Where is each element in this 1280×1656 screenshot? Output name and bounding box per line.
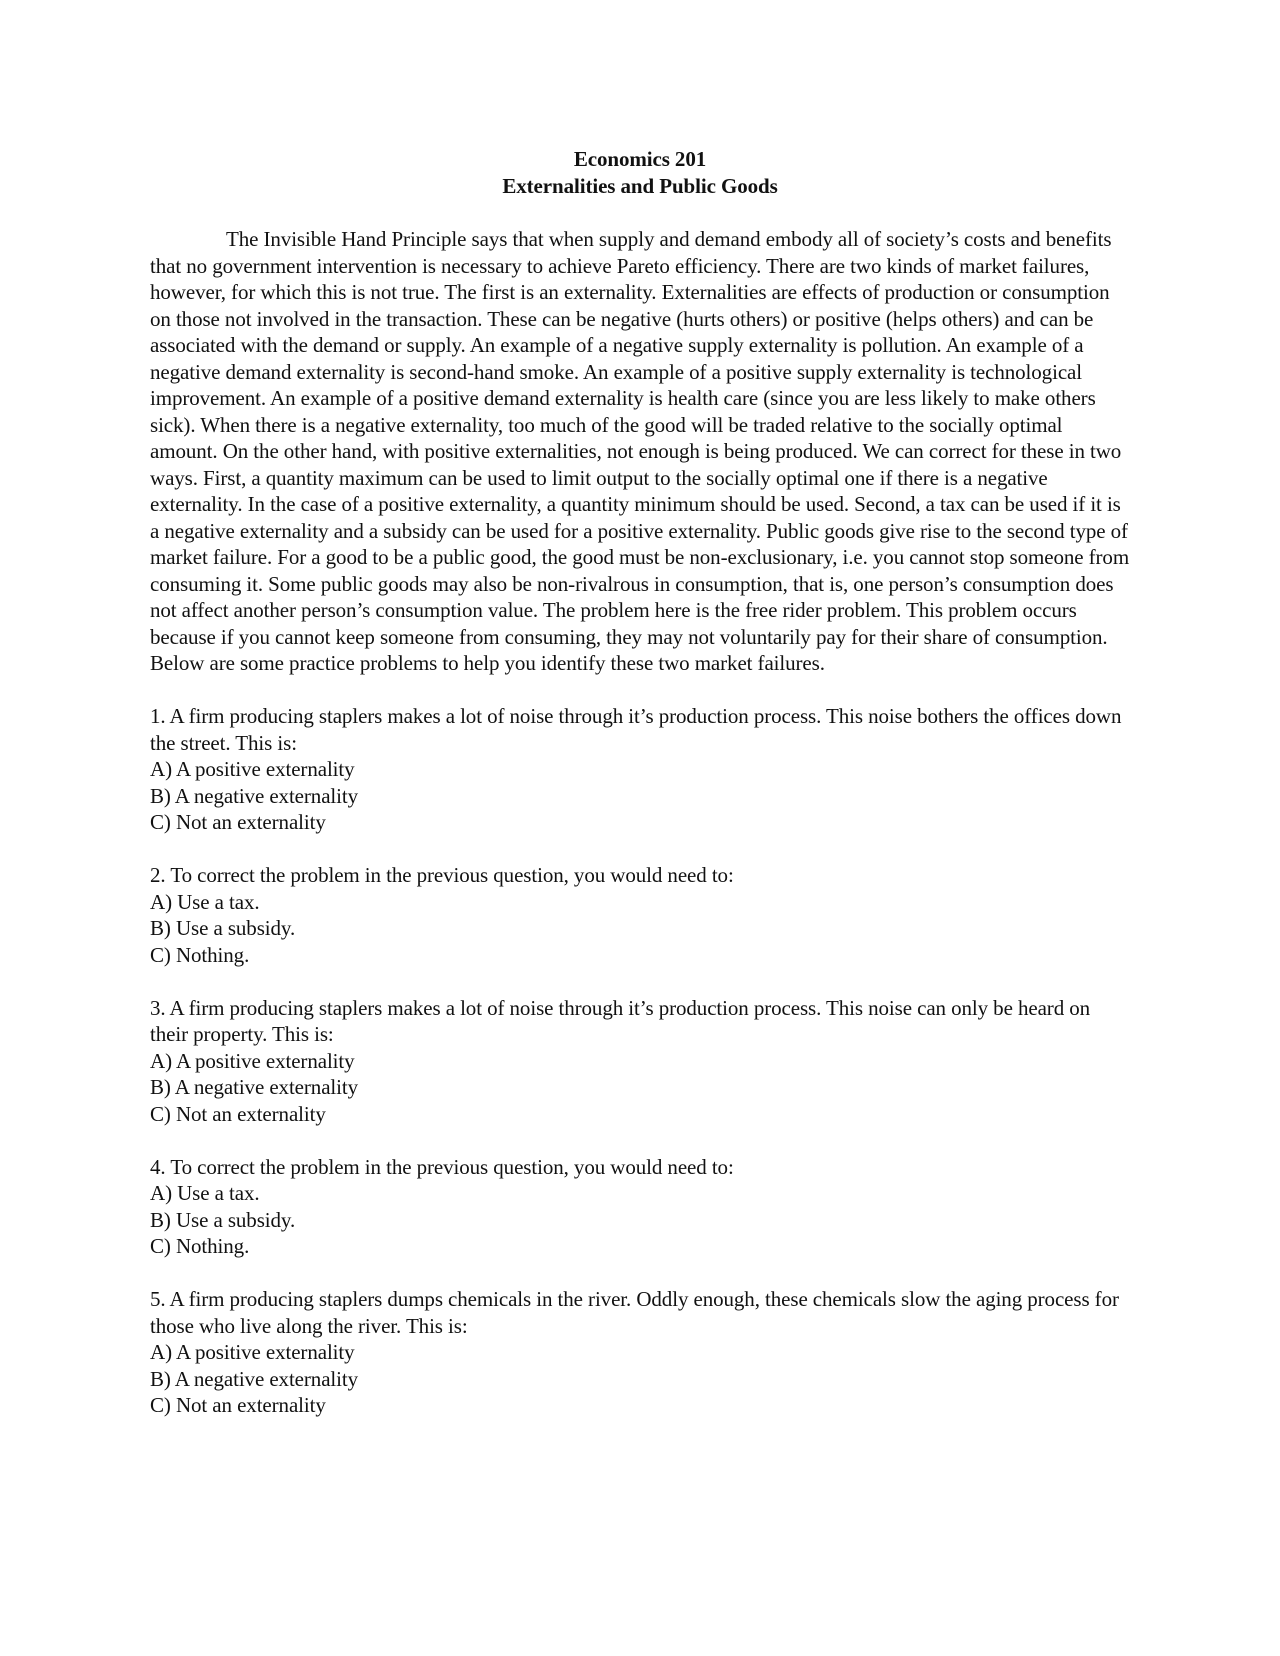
answer-options [150, 756, 1130, 836]
option-a: A) A positive externality [150, 1048, 355, 1073]
option-c: C) Not an externality [150, 1101, 326, 1126]
question-stem: 1. A firm producing staplers makes a lot of noise through it’s production process. This noise bothers the offices down the street. This is: [150, 704, 1122, 755]
intro-followup: Below are some practice problems to help you identify these two market failures. [150, 651, 825, 675]
question-4 [150, 1154, 1130, 1260]
question-2 [150, 862, 1130, 968]
answer-options [150, 889, 1130, 969]
option-a: A) A positive externality [150, 757, 355, 781]
option-a: A) A positive externality [150, 1340, 355, 1364]
option-b: B) A negative externality [150, 783, 359, 808]
question-3 [150, 995, 1130, 1128]
question-1 [150, 703, 1130, 836]
option-c: C) Not an externality [150, 810, 326, 834]
option-a: A) Use a tax. [150, 1181, 260, 1205]
answer-options [150, 1180, 1130, 1260]
option-b: B) A negative externality [150, 1366, 359, 1391]
question-stem: 3. A firm producing staplers makes a lot of noise through it’s production process. This noise can only be heard on their property. This is: [150, 995, 1091, 1046]
document-subtitle: Externalities and Public Goods [502, 174, 778, 198]
option-a: A) Use a tax. [150, 889, 260, 914]
option-c: C) Nothing. [150, 1234, 250, 1258]
document-content [150, 146, 1130, 1445]
option-c: C) Nothing. [150, 942, 250, 967]
question-stem: 2. To correct the problem in the previous question, you would need to: [150, 863, 734, 887]
title-block [150, 146, 1130, 200]
answer-options [150, 1048, 1130, 1128]
document-title: Economics 201 [573, 147, 707, 171]
option-b: B) A negative externality [150, 1075, 359, 1099]
question-5 [150, 1286, 1130, 1419]
option-b: B) Use a subsidy. [150, 1207, 296, 1232]
intro-paragraph: The Invisible Hand Principle says that when supply and demand embody all of society’s costs and benefits that no government intervention is necessary to achieve Pareto efficiency. There are two kinds of market failures, however, for which this is not true. The first is an externality. Externalities are effects of production or consumption on those not involved in the transaction. These can be negative (hurts others) or positive (helps others) and can be associated with the demand or supply. An example of a negative supply externality is pollution. An example of a negative demand externality is second-hand smoke. An example of a positive supply externality is technological improvement. An example of a positive demand externality is health care (since you are less likely to make others sick). When there is a negative externality, too much of the good will be traded relative to the socially optimal amount. On the other hand, with positive externalities, not enough is being produced. We can correct for these in two ways. First, a quantity maximum can be used to limit output to the socially optimal one if there is a negative externality. In the case of a positive externality, a quantity minimum should be used. Second, a tax can be used if it is a negative externality and a subsidy can be used for a positive externality. Public goods give rise to the second type of market failure. For a good to be a public good, the good must be non-exclusionary, i.e. you cannot stop someone from consuming it. Some public goods may also be non-rivalrous in consumption, that is, one person’s consumption does not affect another person’s consumption value. The problem here is the free rider problem. This problem occurs because if you cannot keep someone from consuming, they may not voluntarily pay for their share of consumption. [150, 227, 1130, 649]
question-stem: 4. To correct the problem in the previous question, you would need to: [150, 1154, 734, 1179]
question-stem: 5. A firm producing staplers dumps chemicals in the river. Oddly enough, these chemicals slow the aging process for those who live along the river. This is: [150, 1287, 1119, 1338]
answer-options [150, 1339, 1130, 1419]
option-b: B) Use a subsidy. [150, 916, 296, 940]
option-c: C) Not an externality [150, 1393, 326, 1417]
